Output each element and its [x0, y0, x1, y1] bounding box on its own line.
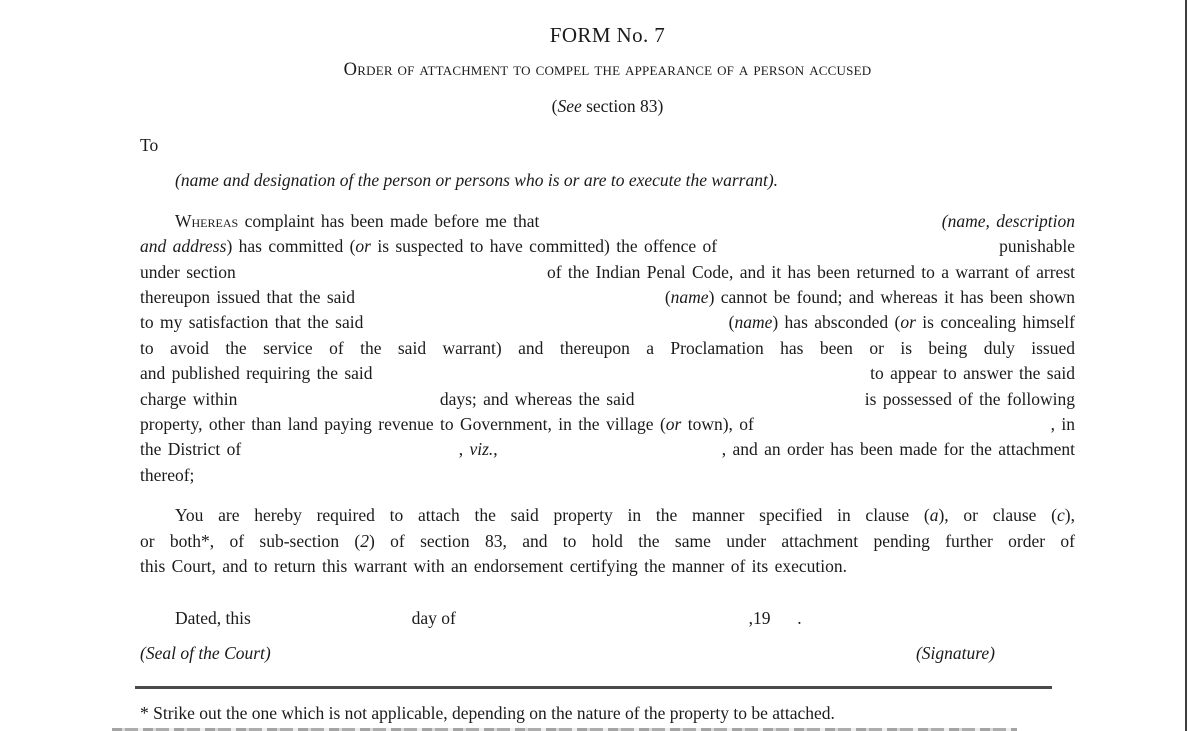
- form-line: [140, 437, 1075, 462]
- text-segment: ) has absconded (: [772, 312, 901, 333]
- form-line: [140, 503, 1075, 528]
- blank-fill-in-space: [456, 606, 749, 631]
- text-segment: ,19: [748, 607, 771, 628]
- footnote-divider: [135, 686, 1052, 689]
- direction-paragraph: [140, 503, 1075, 579]
- text-segment: 2: [360, 530, 370, 551]
- text-segment: of the Indian Penal Code, and it has been returned to a warrant of arrest: [546, 261, 1075, 282]
- text-segment: charge within: [140, 388, 238, 409]
- text-segment: You are hereby required to attach the said property in the manner specified in clause (: [175, 505, 930, 526]
- form-content: [140, 0, 1075, 666]
- salutation: To: [140, 135, 159, 156]
- text-segment: (name, description: [941, 210, 1075, 231]
- form-line: [140, 310, 1075, 335]
- footnote-text: * Strike out the one which is not applicable, depending on the nature of the property to be attached.: [140, 703, 835, 723]
- form-line: [140, 209, 1075, 234]
- text-segment: or: [900, 312, 916, 333]
- text-segment: property, other than land paying revenue to Government, in the village (: [140, 414, 666, 435]
- text-segment: and published requiring the said: [140, 363, 373, 384]
- text-segment: this Court, and to return this warrant with an endorsement certifying the manner of its execution.: [140, 556, 847, 577]
- text-segment: , and an order has been made for the attachment: [721, 439, 1075, 460]
- text-segment: under section: [140, 261, 236, 282]
- text-segment: .: [797, 607, 802, 628]
- text-segment: to avoid the service of the said warrant) and thereupon a Proclamation has been or is being duly issued: [140, 337, 1075, 358]
- text-segment: (Signature): [915, 642, 995, 663]
- text-segment: (Seal of the Court): [140, 642, 271, 663]
- text-segment: (: [551, 96, 558, 116]
- section-reference: [140, 94, 1075, 119]
- text-segment: viz.: [469, 439, 494, 460]
- blank-fill-in-space: [754, 412, 1051, 437]
- form-line: [140, 606, 1075, 631]
- text-segment: See: [557, 96, 582, 116]
- text-segment: complaint has been made before me that: [238, 210, 540, 231]
- text-segment: (: [664, 287, 671, 308]
- form-line: [140, 463, 1075, 488]
- text-segment: days; and whereas the said: [439, 388, 635, 409]
- blank-fill-in-space: [236, 260, 547, 285]
- blank-fill-in-space: [241, 437, 458, 462]
- dated-line: [140, 606, 1075, 631]
- text-segment: is possessed of the following: [864, 388, 1075, 409]
- text-segment: to my satisfaction that the said: [140, 312, 364, 333]
- blank-fill-in-space: [363, 310, 728, 335]
- text-segment: punishable: [999, 236, 1075, 257]
- blank-fill-in-space: [717, 234, 999, 259]
- text-segment: is suspected to have committed) the offence of: [370, 236, 718, 257]
- text-segment: thereupon issued that the said: [140, 287, 356, 308]
- text-segment: ,: [458, 439, 470, 460]
- blank-fill-in-space: [770, 606, 797, 631]
- text-segment: thereof;: [140, 464, 195, 485]
- form-line: [140, 285, 1075, 310]
- form-line: [140, 529, 1075, 554]
- text-segment: , in: [1050, 414, 1075, 435]
- addressee-instruction: [140, 168, 1075, 193]
- text-segment: ,: [493, 439, 498, 460]
- form-number-title: FORM No. 7: [549, 23, 666, 47]
- page-right-border: [1185, 0, 1187, 731]
- form-heading: Order of attachment to compel the appearance of a person accused: [343, 60, 872, 80]
- whereas-paragraph: [140, 209, 1075, 488]
- text-segment: ),: [1064, 505, 1075, 526]
- form-line: [140, 168, 1075, 193]
- text-segment: day of: [411, 607, 456, 628]
- text-segment: Dated, this: [175, 607, 251, 628]
- text-segment: ), or clause (: [938, 505, 1058, 526]
- form-line: [140, 260, 1075, 285]
- form-line: [140, 412, 1075, 437]
- blank-fill-in-space: [237, 387, 439, 412]
- text-segment: town), of: [681, 414, 754, 435]
- text-segment: a: [929, 505, 939, 526]
- text-segment: is concealing himself: [915, 312, 1075, 333]
- text-segment: (name and designation of the person or persons who is or are to execute the warrant).: [175, 170, 779, 191]
- blank-fill-in-space: [498, 437, 722, 462]
- text-segment: or: [665, 414, 682, 435]
- seal-signature-row: [140, 641, 1075, 666]
- form-line: [140, 387, 1075, 412]
- text-segment: to appear to answer the said: [870, 363, 1075, 384]
- text-segment: or: [355, 236, 371, 257]
- text-segment: c: [1057, 505, 1065, 526]
- text-segment: name: [734, 312, 773, 333]
- form-line: [140, 554, 1075, 579]
- blank-fill-in-space: [802, 606, 1075, 631]
- blank-fill-in-space: [634, 387, 864, 412]
- text-segment: or both*, of sub-section (: [140, 530, 361, 551]
- text-segment: (: [728, 312, 735, 333]
- blank-fill-in-space: [995, 641, 1075, 666]
- text-segment: Whereas: [175, 210, 239, 231]
- text-segment: ) has committed (: [226, 236, 356, 257]
- text-segment: and address: [140, 236, 227, 257]
- form-line: [140, 234, 1075, 259]
- text-segment: ) cannot be found; and whereas it has been shown: [708, 287, 1075, 308]
- form-line: [140, 94, 1075, 119]
- blank-fill-in-space: [271, 641, 916, 666]
- form-line: [140, 336, 1075, 361]
- form-line: [140, 361, 1075, 386]
- text-segment: name: [670, 287, 709, 308]
- blank-fill-in-space: [373, 361, 871, 386]
- blank-fill-in-space: [251, 606, 412, 631]
- text-segment: ) of section 83, and to hold the same under attachment pending further order of: [369, 530, 1075, 551]
- form-line: [140, 641, 1075, 666]
- text-segment: section 83): [581, 96, 664, 116]
- blank-fill-in-space: [355, 285, 665, 310]
- blank-fill-in-space: [539, 209, 941, 234]
- text-segment: the District of: [140, 439, 242, 460]
